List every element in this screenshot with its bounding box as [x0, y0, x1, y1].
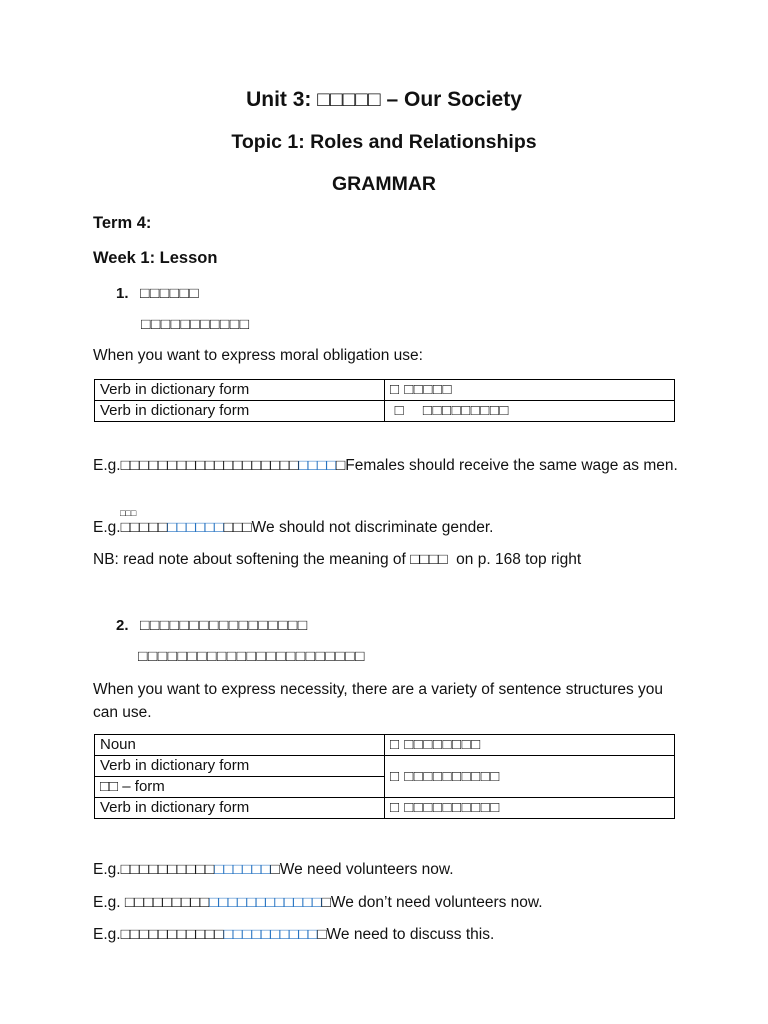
point1-number: 1. — [116, 285, 129, 302]
example-highlight: □□□□□□ — [167, 519, 224, 536]
point2-heading: □□□□□□□□□□□□□□□□□ — [140, 617, 308, 634]
example-sentence-4 — [93, 894, 543, 912]
week-heading: Week 1: Lesson — [93, 249, 218, 267]
example-sentence-5 — [93, 926, 494, 944]
table-cell: Verb in dictionary form — [95, 756, 385, 777]
table-cell: □ □□□□□ — [385, 380, 675, 401]
point1-heading: □□□□□□ — [140, 285, 200, 302]
term-heading: Term 4: — [93, 214, 152, 232]
note-text: NB: read note about softening the meaning of □□□□ on p. 168 top right — [93, 551, 582, 568]
table-cell: □ □□□□□□□□□ — [385, 401, 675, 422]
table-cell: Verb in dictionary form — [95, 798, 385, 819]
table-cell: □ □□□□□□□□ — [385, 735, 675, 756]
topic-title: Topic 1: Roles and Relationships — [231, 131, 537, 153]
table-row — [95, 401, 675, 422]
example-sentence-1 — [93, 454, 683, 477]
example-jp: E.g. □□□□□□□□□ — [93, 894, 210, 911]
obligation-table — [94, 379, 675, 422]
table-row — [95, 756, 675, 777]
section-title: GRAMMAR — [332, 173, 436, 195]
table-cell: □□ – form — [95, 777, 385, 798]
point2-subheading: □□□□□□□□□□□□□□□□□□□□□□□ — [138, 648, 365, 665]
necessity-table — [94, 734, 675, 819]
example-highlight: □□□□□□□□□□□□ — [209, 894, 322, 911]
example-jp: E.g.□□□□□□□□□□ — [93, 861, 215, 878]
example-translation: □We don’t need volunteers now. — [321, 894, 543, 911]
example-jp: E.g.□□□□□ — [93, 519, 168, 536]
table-cell: □ □□□□□□□□□□ — [385, 756, 675, 798]
furigana: □□□ — [120, 508, 137, 518]
table-cell: □ □□□□□□□□□□ — [385, 798, 675, 819]
example-translation: □We need to discuss this. — [317, 926, 495, 943]
table-row — [95, 380, 675, 401]
example-translation: □Females should receive the same wage as men. — [335, 457, 678, 474]
point2-intro: When you want to express necessity, there are a variety of sentence structures you can use. — [93, 681, 664, 721]
unit-title: Unit 3: □□□□□ – Our Society — [246, 88, 522, 111]
example-translation: □□□We should not discriminate gender. — [223, 519, 494, 536]
table-row — [95, 735, 675, 756]
example-jp: E.g.□□□□□□□□□□□ — [93, 926, 224, 943]
example-translation: □We need volunteers now. — [270, 861, 454, 878]
table-cell: Verb in dictionary form — [95, 401, 385, 422]
table-cell: Verb in dictionary form — [95, 380, 385, 401]
table-cell: Noun — [95, 735, 385, 756]
example-sentence-2 — [93, 519, 494, 537]
point2-number: 2. — [116, 617, 129, 634]
example-sentence-3 — [93, 861, 454, 879]
point1-intro: When you want to express moral obligation use: — [93, 347, 423, 364]
point1-subheading: □□□□□□□□□□□ — [141, 316, 250, 333]
example-highlight: □□□□ — [298, 457, 336, 474]
example-highlight: □□□□□□ — [214, 861, 271, 878]
example-jp: E.g.□□□□□□□□□□□□□□□□□□□ — [93, 457, 299, 474]
example-highlight: □□□□□□□□□□ — [223, 926, 318, 943]
table-row — [95, 798, 675, 819]
